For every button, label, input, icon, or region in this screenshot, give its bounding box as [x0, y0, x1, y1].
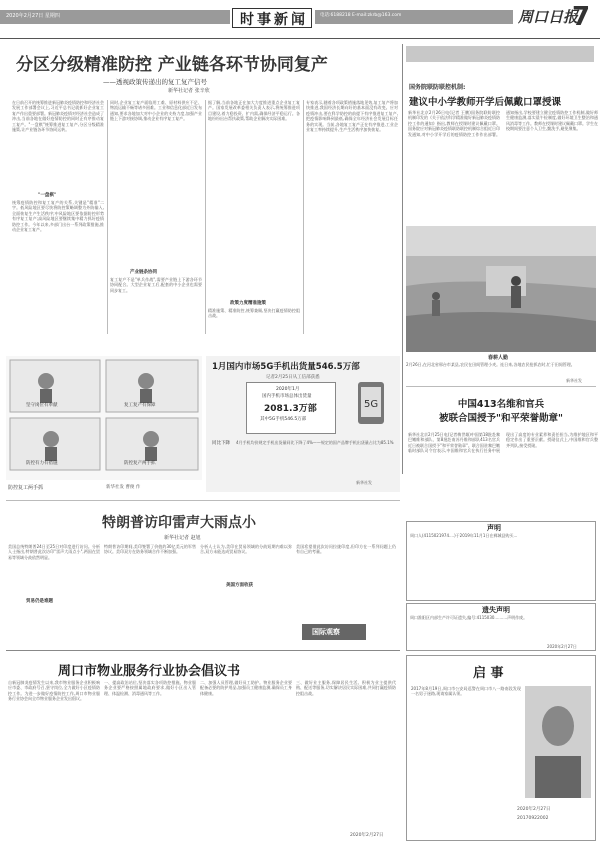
story-d-col2: 特朗普访印期间,美印签署了价值约30亿美元的军售协议。美印双方在防务领域合作不断加强。 [104, 544, 196, 555]
story-d [6, 502, 400, 648]
masthead-date: 2020年2月27日 星期四 [6, 13, 60, 19]
story-f-code: 20170922002 [517, 816, 549, 821]
story-a-sub1: "一盘棋" [38, 193, 57, 198]
story-b-tab [406, 46, 594, 62]
story-a-headline: 分区分级精准防控 产业链各环节协同复产 [16, 55, 328, 75]
infographic-sub: 同比下降 [212, 441, 230, 446]
story-e-col1: 自新冠肺炎疫情发生以来,我市物业服务企业积极响应市委、市政府号召,坚守岗位,全力做好小区疫情防控工作。为进一步做好疫情防控工作,周口市物业服务行业协会向全市物业服务企业发出倡议。 [8, 680, 100, 702]
story-e [6, 652, 400, 842]
field-photo-svg [406, 226, 596, 352]
story-a-byline: 新华社记者 张辛欣 [168, 88, 210, 94]
notice-right [406, 603, 596, 651]
story-a-subhead: ——透视政策传递出的复工复产信号 [103, 78, 207, 86]
story-a [8, 44, 400, 338]
story-d-sub2: 美国方面收获 [226, 583, 253, 588]
story-d-col4: 美国希望借此次访问拉拢印度,但印方在一系列问题上仍有自己的考量。 [296, 544, 396, 555]
notice-right-title: 遗失声明 [482, 606, 510, 614]
story-d-headline: 特朗普访印雷声大雨点小 [102, 515, 256, 531]
infographic-line2: 国内手机市场总体出货量 [262, 394, 312, 399]
story-f-date: 2020年2月27日 [517, 807, 551, 812]
story-f-headline: 启 事 [473, 666, 504, 681]
story-a-rule3 [303, 100, 304, 334]
field-photo [406, 226, 596, 352]
infographic-line3: 其中5G手机546.5万部 [260, 417, 307, 422]
story-c-headline: 中国413名维和官兵 被联合国授予"和平荣誉勋章" [439, 399, 563, 424]
story-a-col4: 专家表示,随着各项政策措施落地见效,复工复产将加快推进,我国经济长期向好的基本面没有改变。应对疫情冲击,要在科学防控的前提下有序推进复工复产,把疫情影响降到最低,确保全年经济社会发展目标任务的实现。当前,各地复工复产正在有序推进,工业企业复工率持续提升,生产生活秩序加快恢复。 [306, 100, 398, 133]
story-e-headline: 周口市物业服务行业协会倡议书 [58, 664, 241, 679]
page-number: 7 [572, 2, 591, 32]
cartoon-panel-4: 防控复产两手抓 [124, 461, 156, 466]
story-f-portrait [525, 686, 591, 798]
photo-caption-body: 2月26日,在河北省邢台市某县,农民在田间管理小麦。连日来,各地农民抢抓农时,忙于田间管理。 [406, 362, 575, 367]
infographic [206, 356, 400, 492]
story-f-body: 2017年8月19日,周口市公安局巡警在周口市八一路南段发现一名男子迷路,现请家属认领。 [411, 686, 521, 697]
story-a-sub2: 产业链条协同 [130, 270, 157, 275]
cartoon [6, 356, 202, 494]
infographic-foot: 新华社发 [356, 480, 372, 485]
infographic-headline: 1月国内市场5G手机出货量546.5万部 [212, 362, 360, 372]
story-d-byline: 新华社记者 赵旭 [164, 535, 201, 541]
photo-caption-title: 春耕人勤 [488, 355, 509, 361]
story-e-col3: 二、加强人员管理,做好员工防护。物业服务企业要配备必要的防护用品,加强员工健康监测,确保员工身体健康。 [200, 680, 292, 696]
story-f [406, 655, 596, 841]
story-d-rule [6, 500, 400, 501]
story-a-col2b: 复工复产不是"单兵作战",需要产业链上下游各环节协同配合。大型企业复工后,配套的中小企业也需要同步复工。 [110, 277, 202, 293]
story-a-col1b: 统筹疫情防控和复工复产的关系,关键是"精准"二字。低风险地区要尽快将防控策略调整为外防输入,全面恢复生产生活秩序;中风险地区要依据防控形势有序复工复产;高风险地区要继续集中精力抓好疫情防控工作。今年以来,多部门出台一系列政策措施,推动企业复工复产。 [12, 200, 104, 233]
notice-left-title: 声明 [487, 524, 501, 532]
masthead [0, 0, 600, 40]
story-d-col1: 美国总统特朗普24日至25日对印度进行访问。分析人士指出,特朗普此次访印"雷声大雨点小",两国在贸易等领域分歧依然明显。 [8, 544, 100, 560]
infographic-note: 4月手机均价规定手机出货量同比下降了4%——规定的国产品牌手机出货量占比为85.1% [236, 440, 394, 445]
story-e-col4: 三、做好业主服务,保障居民生活。积极为业主提供代购、配送等服务,切实解决居民实际困难,共同打赢疫情防控阻击战。 [296, 680, 396, 696]
story-d-col3: 分析人士认为,美印在贸易领域的分歧短期内难以弥合,双方未能达成贸易协议。 [200, 544, 292, 555]
paper-name: 周口日报 [518, 8, 579, 26]
notice-right-body: 周口淮阳区内部生产许可证遗失,编号:4115030..........声明作废。 [410, 615, 528, 620]
notice-right-date: 2020年2月27日 [547, 644, 577, 649]
story-b [406, 44, 600, 224]
infographic-big: 2081.3万部 [264, 404, 317, 414]
cartoon-panel-2: 复工复产有保障 [124, 403, 156, 408]
phone-icon [356, 380, 386, 426]
story-e-rule [6, 650, 400, 651]
notice-left-body: 周口人(4115021974....)于2019年11月1日在郸城县购买... [410, 533, 518, 538]
infographic-subdate: 记者2月25日从工信部获悉 [266, 375, 320, 380]
story-a-col3b: 精准施策、精准防控,统筹兼顾,坚决打赢疫情防控阻击战。 [208, 308, 300, 319]
cartoon-panel-3: 防控有力有措施 [26, 461, 58, 466]
story-e-col2: 一、提高政治站位,坚决落实各项防控措施。物业服务企业要严格按照属地政府要求,做好小区出入管理、体温检测、消毒通风等工作。 [104, 680, 196, 696]
story-a-col3: 据了解,当前各地正在加大力度推进重点企业复工复产。国家发展改革委相关负责人表示,将统筹推进项目建设,着力稳投资、扩内需,确保经济平稳运行。各地纷纷出台帮扶政策,帮助企业解决实际困难。 [208, 100, 300, 122]
story-c [406, 388, 600, 518]
infographic-line1: 2020年1月 [276, 387, 300, 392]
story-a-sub3: 政策力度精准施策 [230, 301, 266, 306]
story-b-body: 新华社北京2月26日电(记者 王鹏)国务院联防联控机制印发的《关于依法科学精准做好新冠肺炎疫情防控工作的通知》指出,教师在授课时建议佩戴口罩。国务院应对新冠肺炎疫情联防联控机制综合组近日印发通知,对中小学开学后的疫情防控工作作出部署。通知指出,学校要建立健全疫情防控工作机制,做好师生健康监测,落实晨午检制度,做好环境卫生整治和通风消毒等工作。教师在授课时建议佩戴口罩。学生在校期间要注意个人卫生,勤洗手,避免聚集。 [408, 110, 598, 137]
story-d-sub1: 贸易仍是难题 [26, 599, 53, 604]
story-a-rule1 [107, 100, 108, 334]
cartoon-credit: 新华社发 曹俊 作 [106, 485, 141, 490]
section-title: 时事新闻 [240, 12, 308, 28]
notice-left [406, 521, 596, 601]
story-b-kicker: 国务院联防联控机制: [409, 84, 466, 91]
story-d-logo-text: 国际观察 [312, 628, 340, 636]
masthead-rule [0, 38, 600, 39]
svg-text:5G: 5G [364, 399, 379, 410]
cartoon-caption: 防控复工两手抓 [8, 485, 44, 491]
cartoon-panel-1: 坚守岗位有奉献 [26, 403, 58, 408]
story-f-portrait-svg [525, 686, 591, 798]
page-divider [402, 44, 403, 474]
photo-caption-credit: 新华社发 [566, 378, 582, 383]
story-a-col1: 在日前召开的统筹推进新冠肺炎疫情防控和经济社会发展工作部署会议上,习近平总书记就抓好企业复工复产作出重要部署。新冠肺炎疫情对经济社会造成了冲击,当前各地在做好疫情防控的同时正有序推动复工复产。"一盘棋"统筹推进复工复产,分区分级精准施策,让产业链各环节协同运转。 [12, 100, 104, 133]
story-a-col2: 同时,企业复工复产面临用工难、原材料供应不足、物流运输不畅等诸多困难。工业和信息化部近日发布通知,要求各地加大对中小企业的支持力度,加强产业链上下游对接协调,推动企业有序复工复产。 [110, 100, 202, 122]
story-e-date: 2020年2月27日 [350, 833, 384, 838]
story-c-body: 新华社北京2月25日电(记者梅世雄)中国第18批赴黎巴嫩维和部队、第8批赴南苏丹维和部队413名官兵近日被联合国授予"和平荣誉勋章"。联合国驻黎巴嫩临时部队司令官表示,中国维和官兵在执行任务中展现出了高度的专业素养和责任担当,为维护地区和平稳定作出了重要贡献。授勋仪式上,中国维和官兵整齐列队,接受授勋。 [408, 432, 598, 454]
story-b-headline: 建议中小学教师开学后佩戴口罩授课 [409, 97, 562, 108]
story-a-rule2 [205, 100, 206, 334]
masthead-contact: 电话:6188218 E-mail:zkrb@163.com [320, 13, 402, 18]
story-c-rule [406, 386, 596, 387]
